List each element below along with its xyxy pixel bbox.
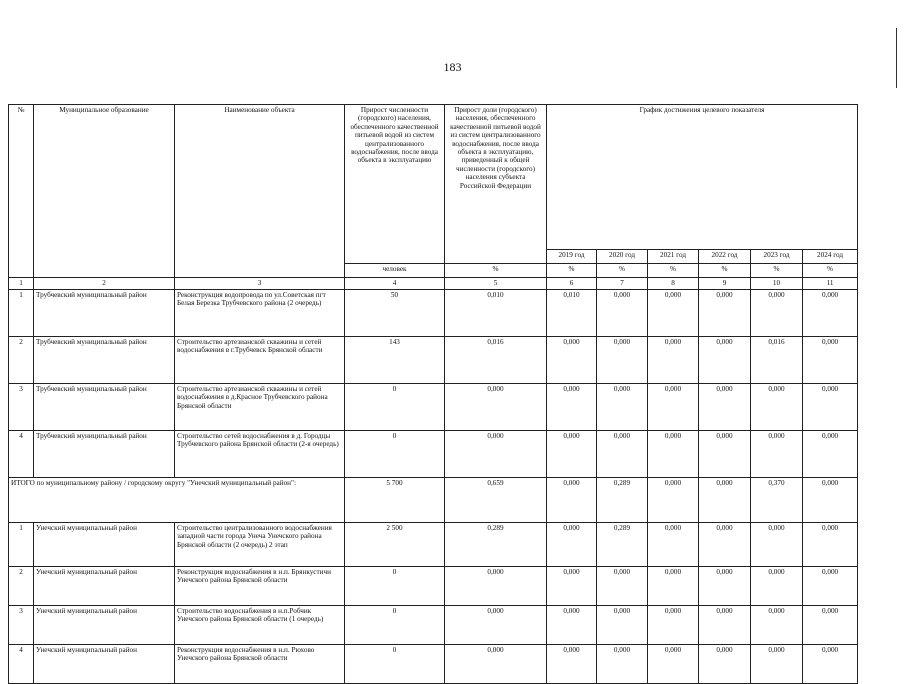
row-object: Строительство централизованного водоснабжения западной части города Унеча Унечского района Брянской области (2 очередь) 2 этап	[175, 523, 345, 567]
row-year-value: 0,000	[751, 523, 803, 567]
row-municipality: Трубчевский муниципальный район	[34, 384, 175, 431]
row-year-value: 0,000	[699, 606, 751, 645]
row-object: Строительство сетей водоснабжения в д. Городцы Трубчевского района Брянской области (2-я очередь)	[175, 431, 345, 478]
row-year-value: 0,000	[648, 384, 699, 431]
row-year-value: 0,000	[648, 337, 699, 384]
row-year-value: 0,000	[803, 523, 858, 567]
table-row	[9, 290, 858, 337]
row-no: 1	[9, 290, 34, 337]
row-pop: 0	[345, 431, 445, 478]
col-number: 4	[345, 278, 445, 290]
unit-pct: %	[648, 264, 699, 278]
row-year-value: 0,000	[597, 645, 648, 684]
unit-pct: %	[751, 264, 803, 278]
row-year-value: 0,000	[597, 431, 648, 478]
total-row	[9, 478, 858, 523]
row-year-value: 0,000	[597, 567, 648, 606]
table-row	[9, 567, 858, 606]
unit-pct: %	[803, 264, 858, 278]
row-year-value: 0,000	[547, 645, 597, 684]
row-municipality: Трубчевский муниципальный район	[34, 337, 175, 384]
row-object: Строительство артезианской скважины и сетей водоснабжения в д.Красное Трубчевского района Брянской области	[175, 384, 345, 431]
row-object: Строительство артезианской скважины и сетей водоснабжения в г.Трубчевск Брянской области	[175, 337, 345, 384]
row-year-value: 0,000	[803, 606, 858, 645]
row-no: 3	[9, 606, 34, 645]
col-number: 11	[803, 278, 858, 290]
row-year-value: 0,000	[751, 290, 803, 337]
row-year-value: 0,000	[648, 523, 699, 567]
row-year-value: 0,000	[803, 337, 858, 384]
row-year-value: 0,000	[803, 384, 858, 431]
row-municipality: Унечский муниципальный район	[34, 645, 175, 684]
col-number: 10	[751, 278, 803, 290]
row-year-value: 0,000	[751, 567, 803, 606]
row-municipality: Трубчевский муниципальный район	[34, 290, 175, 337]
col-number: 1	[9, 278, 34, 290]
header-schedule: График достижения целевого показателя	[547, 105, 858, 250]
total-year-value: 0,289	[597, 478, 648, 523]
row-municipality: Унечский муниципальный район	[34, 567, 175, 606]
header-year: 2023 год	[751, 250, 803, 264]
row-share: 0,000	[445, 567, 547, 606]
row-year-value: 0,000	[547, 567, 597, 606]
page-edge-line	[896, 28, 897, 88]
header-year: 2022 год	[699, 250, 751, 264]
row-year-value: 0,000	[547, 337, 597, 384]
row-no: 2	[9, 567, 34, 606]
total-year-value: 0,000	[699, 478, 751, 523]
row-pop: 0	[345, 645, 445, 684]
unit-pct: %	[699, 264, 751, 278]
row-year-value: 0,000	[751, 645, 803, 684]
row-municipality: Унечский муниципальный район	[34, 523, 175, 567]
row-year-value: 0,000	[597, 290, 648, 337]
row-year-value: 0,000	[648, 645, 699, 684]
row-year-value: 0,000	[751, 606, 803, 645]
row-year-value: 0,000	[648, 567, 699, 606]
row-object: Строительство водоснабжения в н.п.Робчик Унечского района Брянской области (1 очередь)	[175, 606, 345, 645]
row-share: 0,000	[445, 606, 547, 645]
unit-people: человек	[345, 264, 445, 278]
row-object: Реконструкция водоснабжения в н.п. Рюхово Унечского района Брянской области	[175, 645, 345, 684]
header-pop-growth: Прирост численности (городского) населения, обеспеченного качественной питьевой водой из систем централизованного водоснабжения, после ввода объекта в эксплуатацию	[345, 105, 445, 264]
total-share: 0,659	[445, 478, 547, 523]
unit-pct: %	[597, 264, 648, 278]
row-year-value: 0,000	[803, 431, 858, 478]
row-municipality: Унечский муниципальный район	[34, 606, 175, 645]
row-year-value: 0,000	[597, 337, 648, 384]
row-year-value: 0,000	[597, 606, 648, 645]
row-no: 4	[9, 431, 34, 478]
table-row	[9, 337, 858, 384]
row-object: Реконструкция водопровода по ул.Советская пгт Белая Березка Трубчевского района (2 очередь)	[175, 290, 345, 337]
col-number: 3	[175, 278, 345, 290]
col-number: 2	[34, 278, 175, 290]
row-year-value: 0,000	[699, 337, 751, 384]
row-year-value: 0,000	[648, 431, 699, 478]
header-municipality: Муниципальное образование	[34, 105, 175, 278]
total-year-value: 0,000	[803, 478, 858, 523]
row-year-value: 0,000	[803, 567, 858, 606]
header-year: 2024 год	[803, 250, 858, 264]
col-number: 9	[699, 278, 751, 290]
header-year: 2020 год	[597, 250, 648, 264]
row-year-value: 0,289	[597, 523, 648, 567]
row-pop: 143	[345, 337, 445, 384]
col-number: 5	[445, 278, 547, 290]
unit-pct: %	[445, 264, 547, 278]
row-object: Реконструкция водоснабжения в н.п. Брянкустичи Унечского района Брянской области	[175, 567, 345, 606]
row-pop: 0	[345, 567, 445, 606]
row-year-value: 0,000	[547, 523, 597, 567]
header-year: 2019 год	[547, 250, 597, 264]
row-year-value: 0,000	[699, 290, 751, 337]
row-year-value: 0,000	[803, 290, 858, 337]
row-no: 2	[9, 337, 34, 384]
row-year-value: 0,000	[699, 567, 751, 606]
row-year-value: 0,000	[751, 431, 803, 478]
row-year-value: 0,000	[597, 384, 648, 431]
page-number: 183	[443, 60, 462, 74]
total-year-value: 0,370	[751, 478, 803, 523]
row-pop: 2 500	[345, 523, 445, 567]
header-no: №	[9, 105, 34, 278]
unit-pct: %	[547, 264, 597, 278]
total-year-value: 0,000	[547, 478, 597, 523]
row-share: 0,010	[445, 290, 547, 337]
row-pop: 0	[345, 606, 445, 645]
row-municipality: Трубчевский муниципальный район	[34, 431, 175, 478]
row-no: 4	[9, 645, 34, 684]
total-pop: 5 700	[345, 478, 445, 523]
row-no: 1	[9, 523, 34, 567]
col-number: 7	[597, 278, 648, 290]
row-pop: 50	[345, 290, 445, 337]
row-share: 0,000	[445, 384, 547, 431]
target-indicator-table	[8, 104, 858, 684]
header-share-growth: Прирост доли (городского) населения, обеспеченного качественной питьевой водой из систем централизованного водоснабжения, после ввода объекта в эксплуатацию, приведенный к общей численности (городского) населения субъекта Российской Федерации	[445, 105, 547, 264]
row-year-value: 0,000	[699, 523, 751, 567]
header-year: 2021 год	[648, 250, 699, 264]
header-object: Наименование объекта	[175, 105, 345, 278]
row-share: 0,289	[445, 523, 547, 567]
row-year-value: 0,000	[547, 431, 597, 478]
table-row	[9, 384, 858, 431]
table-row	[9, 523, 858, 567]
row-year-value: 0,000	[648, 606, 699, 645]
table-row	[9, 606, 858, 645]
row-year-value: 0,000	[699, 431, 751, 478]
row-year-value: 0,000	[648, 290, 699, 337]
row-year-value: 0,000	[699, 384, 751, 431]
table-row	[9, 431, 858, 478]
row-year-value: 0,000	[547, 606, 597, 645]
col-number: 8	[648, 278, 699, 290]
row-share: 0,016	[445, 337, 547, 384]
total-label: ИТОГО по муниципальному району / городскому округу "Унечский муниципальный район":	[9, 478, 345, 523]
row-year-value: 0,000	[699, 645, 751, 684]
row-share: 0,000	[445, 431, 547, 478]
row-no: 3	[9, 384, 34, 431]
col-number: 6	[547, 278, 597, 290]
table-row	[9, 645, 858, 684]
row-year-value: 0,000	[547, 384, 597, 431]
row-year-value: 0,010	[547, 290, 597, 337]
row-share: 0,000	[445, 645, 547, 684]
row-year-value: 0,000	[803, 645, 858, 684]
row-pop: 0	[345, 384, 445, 431]
row-year-value: 0,016	[751, 337, 803, 384]
row-year-value: 0,000	[751, 384, 803, 431]
total-year-value: 0,000	[648, 478, 699, 523]
